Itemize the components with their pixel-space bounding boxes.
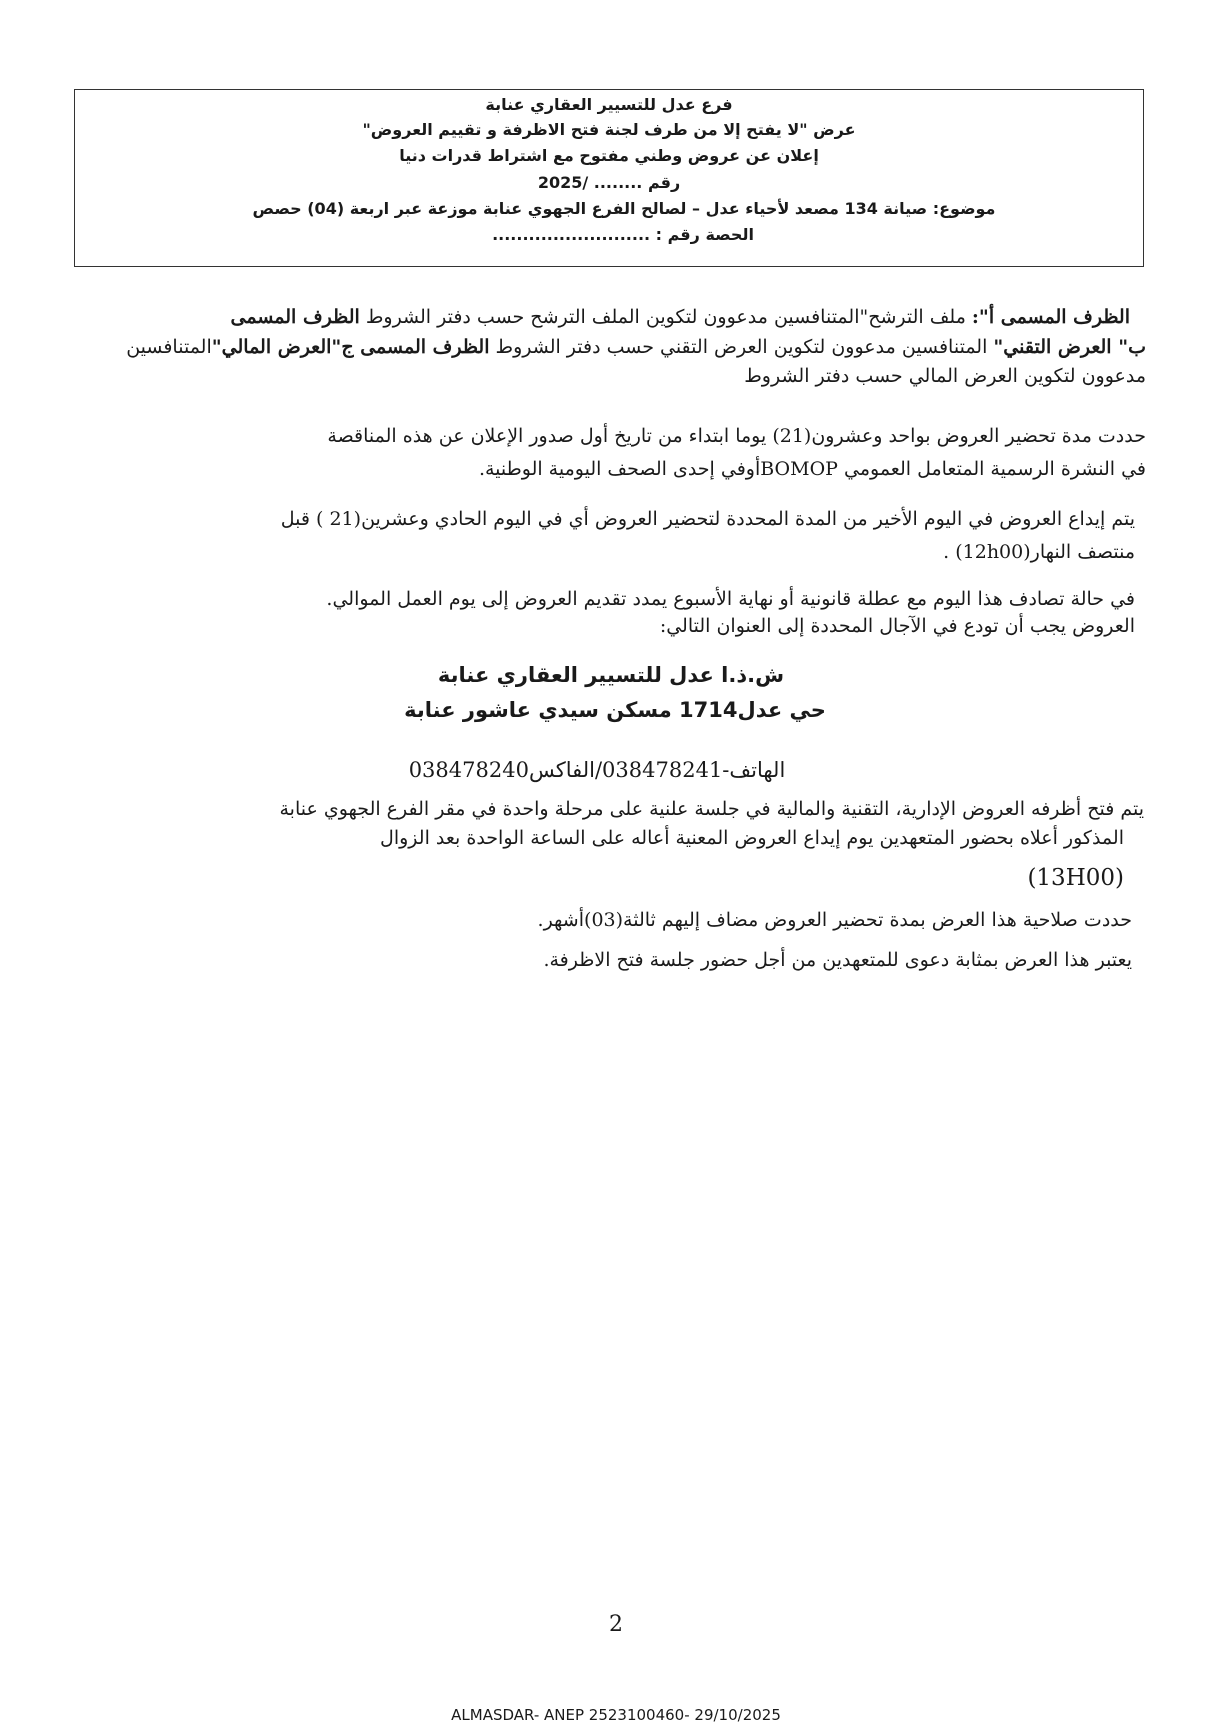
footer-reference: ALMASDAR- ANEP 2523100460- 29/10/2025 bbox=[451, 1706, 781, 1724]
paragraph-envelope-c-line: مدعوون لتكوين العرض المالي حسب دفتر الشروط bbox=[744, 365, 1146, 387]
address-company: ش.ذ.ا عدل للتسيير العقاري عنابة bbox=[437, 663, 785, 687]
page-number: 2 bbox=[609, 1612, 623, 1637]
header-offer-note: عرض "لا يفتح إلا من طرف لجنة فتح الاظرفة و تقييم العروض" bbox=[362, 120, 856, 139]
paragraph-deposit-line1: يتم إيداع العروض في اليوم الأخير من المدة المحددة لتحضير العروض أي في اليوم الحادي وعشرين(21 ) قبل bbox=[280, 508, 1135, 530]
label-envelope-b: ب" العرض التقني" bbox=[993, 336, 1146, 358]
paragraph-holiday-line1: في حالة تصادف هذا اليوم مع عطلة قانونية أو نهاية الأسبوع يمدد تقديم العروض إلى يوم العمل الموالي. bbox=[326, 588, 1135, 610]
paragraph-prep-period-line2: في النشرة الرسمية المتعامل العمومي BOMOPأوفي إحدى الصحف اليومية الوطنية. bbox=[478, 458, 1146, 480]
paragraph-envelope-b-line bbox=[126, 331, 1146, 363]
header-org: فرع عدل للتسيير العقاري عنابة bbox=[485, 95, 733, 114]
paragraph-deposit-line2: منتصف النهار(12h00) . bbox=[943, 541, 1135, 563]
phone-fax: الهاتف-038478241/الفاكس038478240 bbox=[408, 758, 786, 782]
text-envelope-b: المتنافسين مدعوون لتكوين العرض التقني حسب دفتر الشروط bbox=[489, 336, 994, 358]
header-announcement: إعلان عن عروض وطني مفتوح مع اشتراط قدرات دنيا bbox=[399, 146, 819, 165]
paragraph-holiday-line2: العروض يجب أن تودع في الآجال المحددة إلى العنوان التالي: bbox=[659, 615, 1135, 637]
paragraph-validity: حددت صلاحية هذا العرض بمدة تحضير العروض مضاف إليهم ثالثة(03)أشهر. bbox=[537, 909, 1132, 931]
label-envelope-named: الظرف المسمى bbox=[230, 306, 360, 328]
header-number: رقم ........ /2025 bbox=[537, 173, 681, 192]
paragraph-opening-line1: يتم فتح أظرفه العروض الإدارية، التقنية والمالية في جلسة علنية على مرحلة واحدة في مقر الفرع الجهوي عنابة bbox=[279, 798, 1144, 820]
paragraph-opening-line2: المذكور أعلاه بحضور المتعهدين يوم إيداع العروض المعنية أعاله على الساعة الواحدة بعد الزوال bbox=[380, 827, 1124, 849]
text-envelope-a: ملف الترشح"المتنافسين مدعوون لتكوين الملف الترشح حسب دفتر الشروط bbox=[359, 306, 972, 328]
opening-time: (13H00) bbox=[1027, 865, 1124, 891]
text-competitors: المتنافسين bbox=[126, 336, 212, 358]
paragraph-envelope-a-line1 bbox=[231, 301, 1131, 333]
label-envelope-c: الظرف المسمى ج"العرض المالي" bbox=[211, 336, 490, 358]
header-lot: الحصة رقم : .......................... bbox=[492, 225, 754, 244]
address-location: حي عدل1714 مسكن سيدي عاشور عنابة bbox=[404, 698, 826, 722]
header-subject: موضوع: صيانة 134 مصعد لأحياء عدل – لصالح الفرع الجهوي عنابة موزعة عبر اربعة (04) حصص bbox=[252, 199, 996, 218]
paragraph-invitation: يعتبر هذا العرض بمثابة دعوى للمتعهدين من أجل حضور جلسة فتح الاظرفة. bbox=[543, 949, 1132, 971]
paragraph-prep-period-line1: حددت مدة تحضير العروض بواحد وعشرون(21) يوما ابتداء من تاريخ أول صدور الإعلان عن هذه المناقصة bbox=[327, 425, 1146, 447]
label-envelope-a: الظرف المسمى أ": bbox=[971, 306, 1130, 328]
